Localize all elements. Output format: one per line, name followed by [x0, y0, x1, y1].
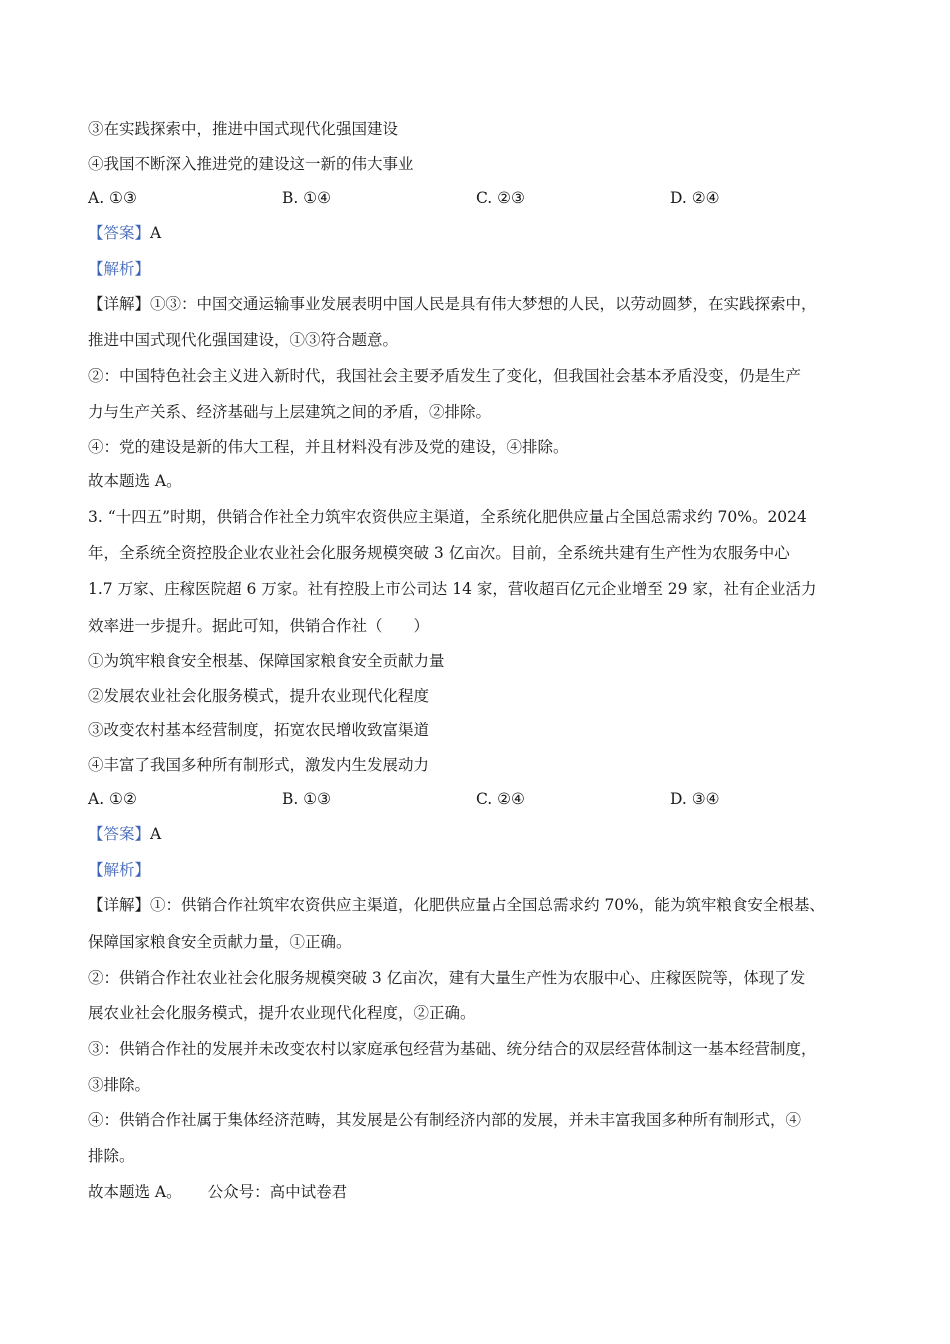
q2-analysis-label: 【解析】 — [88, 260, 151, 278]
q2-answer-label: 【答案】 — [88, 224, 151, 242]
q2-choice-d: D. ②④ — [670, 189, 720, 207]
q3-analysis-label: 【解析】 — [88, 861, 151, 879]
q3-choice-d: D. ③④ — [670, 790, 720, 808]
q2-option-4: ④我国不断深入推进党的建设这一新的伟大事业 — [88, 155, 414, 173]
q2-choice-b: B. ①④ — [282, 189, 332, 207]
q3-explanation-6: ③排除。 — [88, 1076, 151, 1094]
q2-explanation-1 — [88, 294, 817, 314]
q3-explanation-1 — [88, 895, 825, 915]
q2-explanation-text-1: ①③：中国交通运输事业发展表明中国人民是具有伟大梦想的人民，以劳动圆梦，在实践探索中， — [150, 295, 817, 313]
q2-explanation-2: 推进中国式现代化强国建设，①③符合题意。 — [88, 331, 399, 349]
q3-stem-3: 1.7 万家、庄稼医院超 6 万家。社有控股上市公司达 14 家，营收超百亿元企业增至 29 家，社有企业活力 — [88, 580, 817, 598]
q3-explanation-8: 排除。 — [88, 1147, 135, 1165]
q2-choice-c: C. ②③ — [476, 189, 525, 207]
q3-conclusion: 故本题选 A。 — [88, 1183, 182, 1201]
q3-choice-a: A. ①② — [88, 790, 137, 808]
q3-explanation-4: 展农业社会化服务模式，提升农业现代化程度，②正确。 — [88, 1004, 476, 1022]
q3-answer-label: 【答案】 — [88, 825, 151, 843]
q3-option-1: ①为筑牢粮食安全根基、保障国家粮食安全贡献力量 — [88, 652, 445, 670]
q3-option-2: ②发展农业社会化服务模式，提升农业现代化程度 — [88, 687, 430, 705]
q2-answer: A — [150, 224, 162, 242]
q3-stem-1: 3. “十四五”时期，供销合作社全力筑牢农资供应主渠道，全系统化肥供应量占全国总需求约 70%。2024 — [88, 508, 807, 526]
q3-explanation-2: 保障国家粮食安全贡献力量，①正确。 — [88, 933, 352, 951]
q3-explanation-5: ③：供销合作社的发展并未改变农村以家庭承包经营为基础、统分结合的双层经营体制这一基本经营制度， — [88, 1040, 817, 1058]
q3-choice-c: C. ②④ — [476, 790, 525, 808]
q3-explanation-text-1: ①：供销合作社筑牢农资供应主渠道，化肥供应量占全国总需求约 70%，能为筑牢粮食安全根基、 — [150, 896, 825, 914]
q3-conclusion-line — [88, 1182, 347, 1202]
q2-explanation-5: ④：党的建设是新的伟大工程，并且材料没有涉及党的建设，④排除。 — [88, 438, 569, 456]
q2-answer-line — [88, 223, 161, 243]
q2-explanation-3: ②：中国特色社会主义进入新时代，我国社会主要矛盾发生了变化，但我国社会基本矛盾没变，仍是生产 — [88, 367, 802, 385]
q3-explanation-7: ④：供销合作社属于集体经济范畴，其发展是公有制经济内部的发展，并未丰富我国多种所有制形式，④ — [88, 1111, 802, 1129]
q2-conclusion: 故本题选 A。 — [88, 472, 182, 490]
q3-stem-2: 年，全系统全资控股企业农业社会化服务规模突破 3 亿亩次。目前，全系统共建有生产性为农服务中心 — [88, 544, 790, 562]
q3-choice-b: B. ①③ — [282, 790, 332, 808]
q3-stem-4: 效率进一步提升。据此可知，供销合作社（ ） — [88, 617, 430, 635]
q2-choice-a: A. ①③ — [88, 189, 137, 207]
q3-detail-label: 【详解】 — [88, 896, 151, 914]
q3-explanation-3: ②：供销合作社农业社会化服务规模突破 3 亿亩次，建有大量生产性为农服中心、庄稼医院等，体现了发 — [88, 969, 806, 987]
q3-option-4: ④丰富了我国多种所有制形式，激发内生发展动力 — [88, 756, 430, 774]
q2-option-3: ③在实践探索中，推进中国式现代化强国建设 — [88, 120, 399, 138]
q3-answer: A — [150, 825, 162, 843]
q2-detail-label: 【详解】 — [88, 295, 151, 313]
footer-note: 公众号：高中试卷君 — [207, 1183, 348, 1201]
q3-answer-line — [88, 824, 161, 844]
q2-explanation-4: 力与生产关系、经济基础与上层建筑之间的矛盾，②排除。 — [88, 403, 492, 421]
q3-option-3: ③改变农村基本经营制度，拓宽农民增收致富渠道 — [88, 721, 430, 739]
